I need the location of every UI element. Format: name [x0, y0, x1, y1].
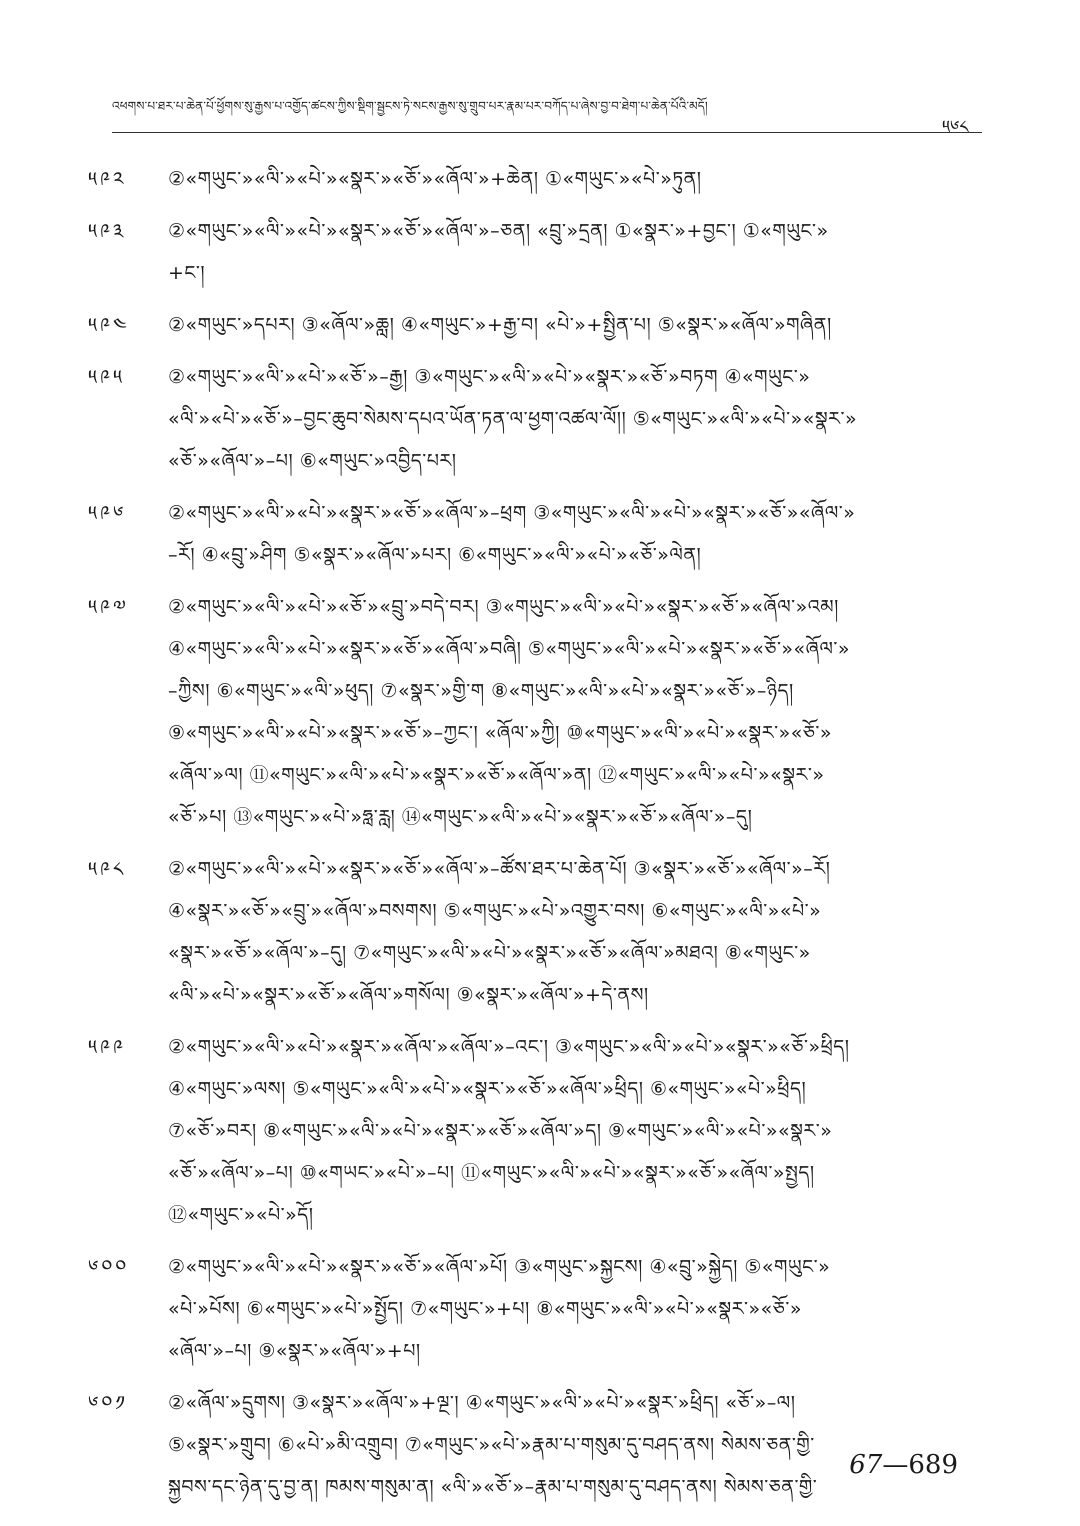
header-rule	[112, 132, 982, 133]
note-number: ༥༩༨	[88, 857, 127, 881]
note-number: ༦༠༡	[88, 1391, 128, 1415]
folio-page: 689	[908, 1450, 958, 1480]
note-line: ④«སྣར་»«ཅོ་»«བྲུ་»«ཞོལ་»བསགས། ⑤«གཡུང་»«པེ་»འགྱུར་བས། ⑥«གཡུང་»«ལི་»«པེ་»	[168, 900, 822, 922]
note-entry	[88, 210, 988, 294]
note-text	[168, 848, 988, 1016]
note-line: «ལི་»«པེ་»«སྣར་»«ཅོ་»«ཞོལ་»གསོལ། ⑨«སྣར་»«ཞོལ་»+དེ་ནས།	[168, 984, 649, 1006]
note-line: –ཀྱིས། ⑥«གཡུང་»«ལི་»ཕུད། ⑦«སྣར་»གྱི་ག ⑧«གཡུང་»«ལི་»«པེ་»«སྣར་»«ཅོ་»–ཉིད།	[168, 680, 794, 702]
note-line: «སྣར་»«ཅོ་»«ཞོལ་»–དུ། ⑦«གཡུང་»«ལི་»«པེ་»«སྣར་»«ཅོ་»«ཞོལ་»མཐའ། ⑧«གཡུང་»	[168, 942, 811, 964]
note-line: ②«གཡུང་»«ལི་»«པེ་»«ཅོ་»«བྲུ་»བདེ་བར། ③«གཡུང་»«ལི་»«པེ་»«སྣར་»«ཅོ་»«ཞོལ་»འམ།	[168, 596, 839, 618]
note-entry	[88, 1246, 988, 1372]
note-line: ②«གཡུང་»«ལི་»«པེ་»«སྣར་»«ཞོལ་»«ཞོལ་»–འང་། ③«གཡུང་»«ལི་»«པེ་»«སྣར་»«ཅོ་»ཕྲིད།	[168, 1036, 850, 1058]
note-line: «པེ་»པོས། ⑥«གཡུང་»«པེ་»སྤྱོད། ⑦«གཡུང་»+པ། ⑧«གཡུང་»«ལི་»«པེ་»«སྣར་»«ཅོ་»	[168, 1298, 802, 1320]
note-line: «ཅོ་»པ། ⑬«གཡུང་»«པེ་»ཧླ་རླ། ⑭«གཡུང་»«ལི་»«པེ་»«སྣར་»«ཅོ་»«ཞོལ་»–དུ།	[168, 806, 753, 828]
note-entry	[88, 1382, 988, 1508]
note-text	[168, 356, 988, 482]
note-entry	[88, 158, 988, 200]
note-line: «ཅོ་»«ཞོལ་»–པ། ⑥«གཡུང་»འབྱིད་པར།	[168, 450, 457, 472]
note-line: ②«གཡུང་»«ལི་»«པེ་»«སྣར་»«ཅོ་»«ཞོལ་»–ཕྲག ③«གཡུང་»«ལི་»«པེ་»«སྣར་»«ཅོ་»«ཞོལ་»	[168, 502, 856, 524]
note-line: ④«གཡུང་»ལས། ⑤«གཡུང་»«ལི་»«པེ་»«སྣར་»«ཅོ་»«ཞོལ་»ཕྲིད། ⑥«གཡུང་»«པེ་»ཕྲིད།	[168, 1078, 807, 1100]
note-line: «ཞོལ་»–པ། ⑨«སྣར་»«ཞོལ་»+པ།	[168, 1340, 421, 1362]
note-line: ⑤«སྣར་»གྲུབ། ⑥«པེ་»མི་འགྲུབ། ⑦«གཡུང་»«པེ་»རྣམ་པ་གསུམ་དུ་བཤད་ནས། སེམས་ཅན་གྱི་	[168, 1434, 815, 1456]
note-line: –རོ། ④«བྲུ་»ཤིག ⑤«སྣར་»«ཞོལ་»པར། ⑥«གཡུང་»«ལི་»«པེ་»«ཅོ་»ལེན།	[168, 544, 702, 566]
note-line: ②«གཡུང་»«ལི་»«པེ་»«སྣར་»«ཅོ་»«ཞོལ་»–ཚོས་ཐར་པ་ཆེན་པོ། ③«སྣར་»«ཅོ་»«ཞོལ་»–རོ།	[168, 858, 831, 880]
note-line: «ཞོལ་»ལ། ⑪«གཡུང་»«ལི་»«པེ་»«སྣར་»«ཅོ་»«ཞོལ་»ན། ⑫«གཡུང་»«ལི་»«པེ་»«སྣར་»	[168, 764, 825, 786]
variant-notes-list	[88, 158, 988, 1518]
note-line: ④«གཡུང་»«ལི་»«པེ་»«སྣར་»«ཅོ་»«ཞོལ་»བཞི། ⑤«གཡུང་»«ལི་»«པེ་»«སྣར་»«ཅོ་»«ཞོལ་»	[168, 638, 851, 660]
folio	[849, 1450, 958, 1480]
note-entry	[88, 492, 988, 576]
note-number: ༥༩༦	[88, 501, 127, 525]
note-text	[168, 210, 988, 294]
note-entry	[88, 848, 988, 1016]
note-entry	[88, 1026, 988, 1236]
folio-dash: —	[882, 1450, 909, 1480]
note-line: སྐྱབས་དང་ཉེན་དུ་བྱ་ན། ཁམས་གསུམ་ན། «ལི་»«ཅོ་»–རྣམ་པ་གསུམ་དུ་བཤད་ནས། སེམས་ཅན་གྱི་	[168, 1476, 818, 1498]
note-entry	[88, 304, 988, 346]
running-header: འཕགས་པ་ཐར་པ་ཆེན་པོ་ཕྱོགས་སུ་རྒྱས་པ་འགྱོད་ཚངས་ཀྱིས་སྡིག་སྦྱངས་ཏེ་སངས་རྒྱས་སུ་གྲུབ་པར་རྣམ་པར་བཀོད་པ་ཞེས་བྱ་བ་ཐེག་པ་ཆེན་པོའི་མདོ།	[112, 99, 708, 113]
note-line: ②«གཡུང་»«ལི་»«པེ་»«སྣར་»«ཅོ་»«ཞོལ་»པོ། ③«གཡུང་»སྐྱངས། ④«བྲུ་»སྐྱེད། ⑤«གཡུང་»	[168, 1256, 831, 1278]
note-line: ⑫«གཡུང་»«པེ་»དོ།	[168, 1204, 314, 1226]
header-page-number: ༥༦༨	[942, 117, 969, 138]
note-text	[168, 1026, 988, 1236]
note-number: ༥༩༤	[88, 313, 130, 337]
note-text	[168, 1246, 988, 1372]
note-number: ༥༩༧	[88, 595, 129, 619]
note-line: «ཅོ་»«ཞོལ་»–པ། ⑩«གཡང་»«པེ་»–པ། ⑪«གཡུང་»«ལི་»«པེ་»«སྣར་»«ཅོ་»«ཞོལ་»སྤྱད།	[168, 1162, 815, 1184]
note-number: ༥༩༩	[88, 1035, 127, 1059]
note-text	[168, 304, 988, 346]
note-number: ༦༠༠	[88, 1255, 130, 1279]
note-line: ②«གཡུང་»«ལི་»«པེ་»«སྣར་»«ཅོ་»«ཞོལ་»–ཅན། «བྲུ་»དྲན། ①«སྣར་»+བྱང་། ①«གཡུང་»	[168, 220, 829, 242]
note-line: ⑦«ཅོ་»བར། ⑧«གཡུང་»«ལི་»«པེ་»«སྣར་»«ཅོ་»«ཞོལ་»ད། ⑨«གཡུང་»«ལི་»«པེ་»«སྣར་»	[168, 1120, 833, 1142]
note-line: «ལི་»«པེ་»«ཅོ་»–བྱང་ཆུབ་སེམས་དཔའ་ཡོན་ཏན་ལ་ཕྱག་འཚལ་ལོ།། ⑤«གཡུང་»«ལི་»«པེ་»«སྣར་»	[168, 408, 858, 430]
note-line: ⑨«གཡུང་»«ལི་»«པེ་»«སྣར་»«ཅོ་»–ཀྱང་། «ཞོལ་»ཀྱི། ⑩«གཡུང་»«ལི་»«པེ་»«སྣར་»«ཅོ་»	[168, 722, 833, 744]
note-entry	[88, 356, 988, 482]
note-line: ②«གཡུང་»དཔར། ③«ཞོལ་»ཆླ། ④«གཡུང་»+རྒྱ་བ། «པེ་»+སྤྱིན་པ། ⑤«སྣར་»«ཞོལ་»གཞིན།	[168, 314, 832, 336]
note-entry	[88, 586, 988, 838]
folio-volume: 67	[849, 1450, 883, 1480]
note-number: ༥༩༥	[88, 365, 125, 389]
note-text	[168, 158, 988, 200]
note-number: ༥༩༣	[88, 219, 127, 243]
note-text	[168, 492, 988, 576]
note-text	[168, 586, 988, 838]
note-number: ༥༩༢	[88, 167, 127, 191]
note-line: ②«གཡུང་»«ལི་»«པེ་»«སྣར་»«ཅོ་»«ཞོལ་»+ཆེན། ①«གཡུང་»«པེ་»ཏུན།	[168, 168, 702, 190]
note-line: ②«གཡུང་»«ལི་»«པེ་»«ཅོ་»–རྒྱ། ③«གཡུང་»«ལི་»«པེ་»«སྣར་»«ཅོ་»བཏག ④«གཡུང་»	[168, 366, 811, 388]
note-text	[168, 1382, 988, 1508]
note-line: ②«ཞོལ་»དྲུགས། ③«སྣར་»«ཞོལ་»+ལྔ་། ④«གཡུང་»«ལི་»«པེ་»«སྣར་»ཕྲིད། «ཅོ་»–ལ།	[168, 1392, 796, 1414]
note-line: +ང་།	[168, 262, 206, 284]
